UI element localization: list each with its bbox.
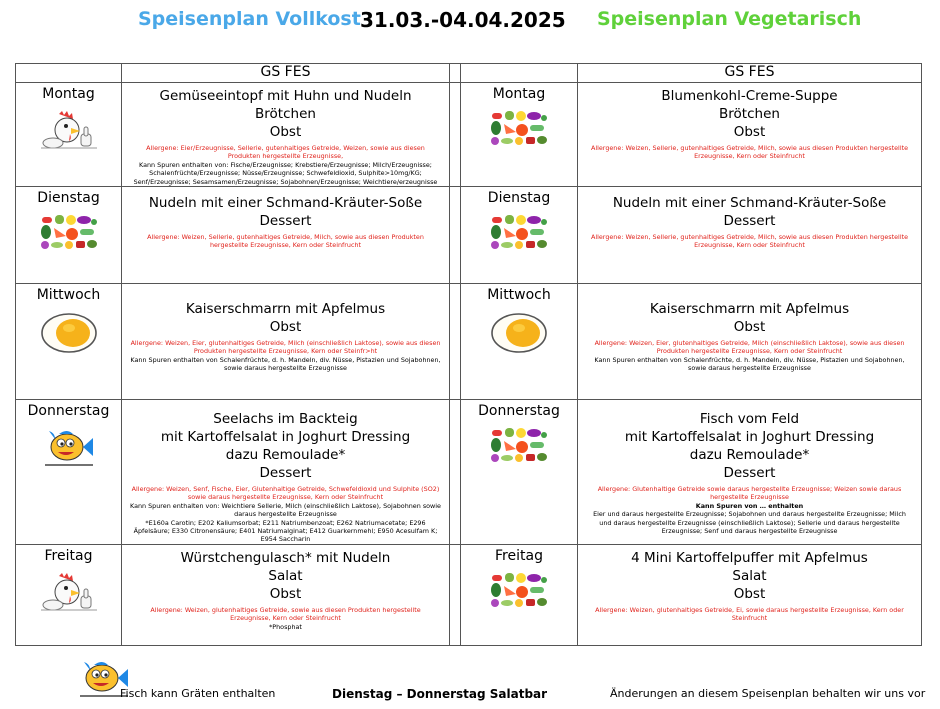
day-cell — [461, 400, 578, 545]
meal-cell — [578, 83, 922, 187]
dish-line: Salat — [732, 567, 767, 584]
vegetables-icon — [461, 427, 577, 467]
dish-line: Brötchen — [255, 106, 316, 122]
column-header-row — [16, 64, 922, 83]
day-cell — [461, 187, 578, 284]
dish-line: Nudeln mit einer Schmand-Kräuter-Soße — [148, 194, 423, 211]
allergen-info: Allergene: Weizen, glutenhaltiges Getreide, Ei, sowie daraus hergestellte Erzeugnisse, Kern oder Steinfrucht — [595, 605, 904, 623]
dish-line: mit Kartoffelsalat in Joghurt Dressing — [624, 429, 875, 446]
dish-line: Salat — [268, 567, 303, 584]
dish-line: Obst — [733, 124, 766, 140]
column-divider — [450, 64, 461, 83]
day-label: Donnerstag — [478, 403, 560, 420]
meal-cell — [122, 400, 450, 545]
meal-cell — [578, 187, 922, 284]
day-label: Mittwoch — [36, 287, 101, 304]
allergen-info: Allergene: Weizen, Sellerie, gutenhaltiges Getreide, Milch, sowie aus diesen Produkten hergestellte Erzeugnisse, Kern oder Steinfrucht — [590, 144, 909, 161]
day-label: Freitag — [44, 547, 93, 564]
meal-cell — [578, 544, 922, 645]
dish-line: Obst — [733, 319, 766, 336]
dish-line: Würstchengulasch* mit Nudeln — [180, 549, 391, 566]
day-row — [16, 400, 922, 545]
dish-line: Fisch vom Feld — [699, 411, 800, 428]
column-divider — [450, 83, 461, 187]
dish-line: dazu Remoulade* — [225, 447, 346, 464]
day-label: Dienstag — [487, 190, 551, 207]
column-divider — [450, 400, 461, 545]
allergen-info: Allergene: Weizen, Sellerie, gutenhaltiges Getreide, Milch, sowie aus diesen Produkten hergestellte Erzeugnisse, Kern oder Steinfrucht — [147, 232, 424, 249]
left-plan-title: Speisenplan Vollkost — [138, 8, 361, 30]
dish-line: Dessert — [723, 212, 776, 229]
corner-cell — [16, 64, 122, 83]
day-label: Dienstag — [37, 190, 100, 207]
traces-info: Kann Spuren enthalten von Schalenfrüchte, d. h. Mandeln, div. Nüsse, Pistazien und Sojabohnen, sowie daraus hergestellte Erzeugnisse — [130, 355, 441, 373]
column-divider — [450, 544, 461, 645]
dish-line: Obst — [269, 124, 302, 140]
corner-cell — [461, 64, 578, 83]
day-label: Freitag — [495, 547, 543, 564]
day-label: Montag — [492, 86, 546, 102]
allergen-info: Allergene: Weizen, Eier, glutenhaltiges Getreide, Milch (einschließlich Laktose), sowie aus diesen Produkten hergestellte Erzeugnisse, Kern oder Steinfr>ht — [130, 339, 441, 356]
fish-bones-note: Fisch kann Gräten enthalten — [120, 687, 276, 700]
day-cell — [16, 284, 122, 400]
dish-line: Kaiserschmarrn mit Apfelmus — [649, 301, 850, 318]
fish-icon — [16, 427, 121, 471]
allergen-info: Allergene: Glutenhaltige Getreide sowie daraus hergestellte Erzeugnisse; Weizen sowie daraus hergestellte Erzeugnisse — [597, 485, 902, 502]
traces-info: *Phosphat — [269, 622, 302, 631]
day-cell — [16, 400, 122, 545]
day-row — [16, 187, 922, 284]
dish-line: Obst — [269, 585, 302, 602]
dish-line: Dessert — [259, 465, 312, 482]
traces-info: Kann Spuren enthalten von Schalenfrüchte, d. h. Mandeln, div. Nüsse, Pistazien und Sojabohnen, sowie daraus hergestellte Erzeugnisse — [594, 355, 905, 373]
column-divider — [450, 284, 461, 400]
column-divider — [450, 187, 461, 284]
day-cell — [461, 83, 578, 187]
vegetables-icon — [461, 572, 577, 612]
salad-bar-note: Dienstag – Donnerstag Salatbar — [332, 687, 548, 701]
allergen-info: Allergene: Weizen, Senf, Fische, Eier, Glutenhaltige Getreide, Schwefeldioxid und Sulphite (SO2) sowie daraus hergestellte Erzeugnisse, Kern oder Steinfrucht — [131, 485, 440, 502]
right-column-header: GS FES — [578, 64, 922, 83]
day-row — [16, 83, 922, 187]
allergen-info: Allergene: Weizen, Sellerie, gutenhaltiges Getreide, Milch, sowie aus diesen Produkten hergestellte Erzeugnisse, Kern oder Steinfrucht — [590, 232, 909, 249]
chicken-icon — [16, 110, 121, 154]
dish-line: Nudeln mit einer Schmand-Kräuter-Soße — [612, 194, 887, 211]
dish-line: Dessert — [259, 212, 312, 229]
dish-line: Kaiserschmarrn mit Apfelmus — [185, 301, 386, 318]
vegetables-icon — [16, 214, 121, 254]
day-cell — [16, 187, 122, 284]
allergen-info: Allergene: Weizen, glutenhaltiges Getreide, sowie aus diesen Produkten hergestellte Erzeugnisse, Kern oder Steinfrucht — [150, 605, 421, 623]
dish-line: Gemüseeintopf mit Huhn und Nudeln — [159, 88, 412, 104]
egg-icon — [16, 311, 121, 359]
day-label: Mittwoch — [487, 287, 551, 304]
traces-info: Kann Spuren enthalten von: Fische/Erzeugnisse; Krebstiere/Erzeugnisse; Milch/Erzeugnisse; Schalenfrüchte/Erzeugnisse; Nüsse/Erzeugnisse; Schwefeldioxid, Sulphite>10mg/KG; Senf/Erzeugnisse; Sesamsamen/Erzeugnisse; Sojabohnen/Erzeugnisse; Weichtiere/erzeugnisse — [133, 160, 438, 186]
right-plan-title: Speisenplan Vegetarisch — [597, 8, 862, 30]
dish-line: Brötchen — [719, 106, 780, 122]
dish-line: Dessert — [723, 465, 776, 482]
egg-icon — [461, 311, 577, 359]
day-cell — [16, 544, 122, 645]
plan-date-range: 31.03.-04.04.2025 — [360, 8, 566, 32]
day-row — [16, 544, 922, 645]
vegetables-icon — [461, 110, 577, 150]
day-cell — [461, 544, 578, 645]
chicken-icon — [16, 572, 121, 616]
dish-line: Blumenkohl-Creme-Suppe — [661, 88, 838, 104]
day-row — [16, 284, 922, 400]
allergen-info: Allergene: Weizen, Eier, glutenhaltiges Getreide, Milch (einschließlich Laktose), sowie aus diesen Produkten hergestellte Erzeugnisse, Kern oder Steinfrucht — [594, 339, 905, 356]
meal-cell — [122, 544, 450, 645]
meal-cell — [122, 284, 450, 400]
day-label: Donnerstag — [27, 403, 110, 420]
vegetables-icon — [461, 214, 577, 254]
traces-info: Kann Spuren enthalten von: Weichtiere Sellerie, Milch (einschließlich Laktose), Sojabohnen sowie daraus hergestellte Erzeugnisse — [130, 501, 441, 519]
allergen-info: Allergene: Eier/Erzeugnisse, Sellerie, gutenhaltiges Getreide, Weizen, sowie aus diesen Produkten hergestellte Erzeugnisse, — [146, 144, 425, 161]
menu-table — [15, 63, 922, 646]
day-cell — [461, 284, 578, 400]
dish-line: dazu Remoulade* — [689, 447, 810, 464]
day-label: Montag — [42, 86, 95, 102]
additives-info: *E160a Carotin; E202 Kaliumsorbat; E211 Natriumbenzoat; E262 Natriumacetate; E296 Äpfelsäure; E330 Citronensäure; E401 Natriumalginat; E412 Guarkernmehl; E950 Acesulfam K; E954 Saccharin — [133, 518, 438, 544]
dish-line: Obst — [269, 319, 302, 336]
meal-cell — [578, 400, 922, 545]
traces-info: Eier und daraus hergestellte Erzeugnisse; Sojabohnen und daraus hergestellte Erzeugnisse; Milch und daraus hergestellte Erzeugnisse (einschließlich Laktose); Sellerie und daraus hergestellte Erzeugnisse; Senf und daraus hergestellte Erzeugnisse — [593, 510, 906, 536]
dish-line: Obst — [733, 585, 766, 602]
meal-cell — [122, 187, 450, 284]
meal-cell — [578, 284, 922, 400]
dish-line: Seelachs im Backteig — [213, 411, 358, 428]
meal-cell — [122, 83, 450, 187]
traces-heading: Kann Spuren von … enthalten — [695, 501, 804, 510]
changes-note: Änderungen an diesem Speisenplan behalten wir uns vor — [610, 687, 926, 700]
dish-line: mit Kartoffelsalat in Joghurt Dressing — [160, 429, 411, 446]
dish-line: 4 Mini Kartoffelpuffer mit Apfelmus — [631, 549, 868, 566]
left-column-header: GS FES — [122, 64, 450, 83]
day-cell — [16, 83, 122, 187]
